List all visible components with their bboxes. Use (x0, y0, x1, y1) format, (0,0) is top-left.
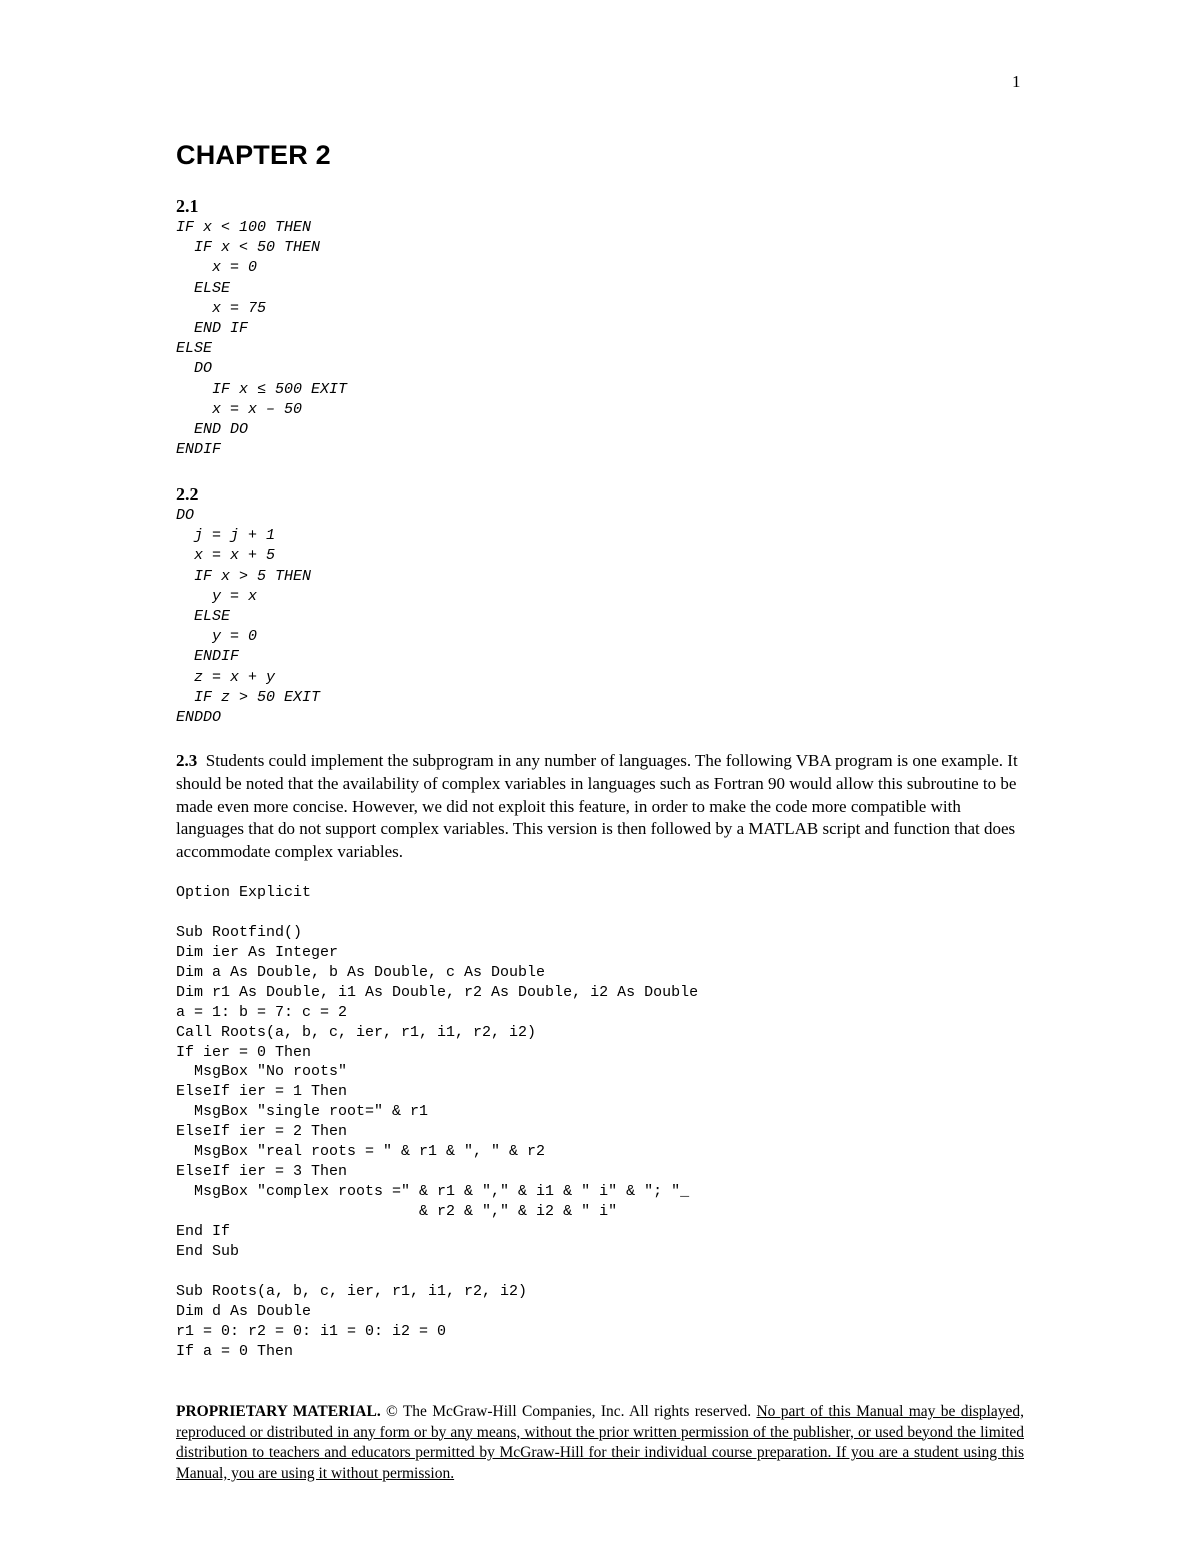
code-line: Option Explicit (176, 884, 312, 901)
code-line: ENDIF (176, 441, 222, 459)
code-line: MsgBox "single root=" & r1 (176, 1103, 429, 1121)
code-line: z = x + y (176, 668, 276, 686)
code-line: ELSE (176, 607, 231, 625)
code-line: ElseIf ier = 1 Then (176, 1083, 348, 1101)
code-line: DO (176, 360, 213, 378)
code-line: a = 1: b = 7: c = 2 (176, 1003, 348, 1021)
code-line: Sub Rootfind() (176, 923, 303, 941)
code-line: x = 0 (176, 259, 258, 277)
copyright-text: © The McGraw-Hill Companies, Inc. All rights reserved. (380, 1403, 757, 1420)
code-line (176, 1262, 698, 1282)
section-2-3-paragraph (176, 750, 1026, 864)
usage-restriction-text: No part of this Manual may be displayed, reproduced or distributed in any form or by any means, without the prior written permission of the publisher, or used beyond the limited distribution to teachers and educators permitted by McGraw-Hill for their individual course preparation. If you are a student using this Manual, you are using it without permission. (176, 1403, 1024, 1482)
code-line: j = j + 1 (176, 527, 276, 545)
code-line: Dim a As Double, b As Double, c As Double (176, 963, 546, 981)
proprietary-notice (176, 1402, 1024, 1484)
section-heading-2-1: 2.1 (176, 196, 199, 216)
code-line: If a = 0 Then (176, 1342, 294, 1360)
code-block-2-1 (176, 218, 347, 460)
code-line: MsgBox "real roots = " & r1 & ", " & r2 (176, 1143, 546, 1161)
code-line: ENDIF (176, 648, 240, 666)
code-line: ElseIf ier = 3 Then (176, 1163, 348, 1181)
code-line: If ier = 0 Then (176, 1043, 312, 1061)
code-line: IF x ≤ 500 EXIT (176, 380, 348, 398)
code-line: End If (176, 1222, 231, 1240)
code-line: x = x + 5 (176, 547, 276, 565)
code-line: IF x < 50 THEN (176, 239, 321, 257)
code-line: ELSE (176, 279, 231, 297)
code-line: IF z > 50 EXIT (176, 688, 321, 706)
code-line: Call Roots(a, b, c, ier, r1, i1, r2, i2) (176, 1023, 537, 1041)
code-line: End Sub (176, 1242, 240, 1260)
code-line: IF x < 100 THEN (176, 219, 312, 236)
code-line: END DO (176, 420, 249, 438)
proprietary-label: PROPRIETARY MATERIAL. (176, 1403, 381, 1420)
section-heading-2-2: 2.2 (176, 484, 199, 504)
code-line (176, 903, 698, 923)
code-line: MsgBox "No roots" (176, 1063, 348, 1081)
code-line: Dim r1 As Double, i1 As Double, r2 As Double, i2 As Double (176, 983, 699, 1001)
code-line: Sub Roots(a, b, c, ier, r1, i1, r2, i2) (176, 1282, 528, 1300)
code-line: Dim d As Double (176, 1302, 312, 1320)
code-line: y = 0 (176, 628, 258, 646)
code-line: MsgBox "complex roots =" & r1 & "," & i1 & " i" & "; "_ (176, 1183, 690, 1201)
page-number: 1 (1012, 72, 1021, 91)
code-line: ENDDO (176, 708, 222, 726)
code-line: END IF (176, 319, 249, 337)
code-line: Dim ier As Integer (176, 943, 339, 961)
code-line: IF x > 5 THEN (176, 567, 312, 585)
section-heading-2-3: 2.3 (176, 751, 198, 770)
code-block-2-2 (176, 506, 320, 728)
code-line: y = x (176, 587, 258, 605)
code-line: r1 = 0: r2 = 0: i1 = 0: i2 = 0 (176, 1322, 447, 1340)
code-line: ElseIf ier = 2 Then (176, 1123, 348, 1141)
code-line: x = x – 50 (176, 400, 303, 418)
code-line: x = 75 (176, 299, 267, 317)
code-line: DO (176, 507, 195, 524)
chapter-title: CHAPTER 2 (176, 140, 331, 170)
code-block-2-3-vba (176, 883, 698, 1362)
section-2-3-text: Students could implement the subprogram in any number of languages. The following VBA program is one example. It should be noted that the availability of complex variables in languages such as Fortran 90 would allow this subroutine to be made even more concise. However, we did not exploit this feature, in order to make the code more compatible with languages that do not support complex variables. This version is then followed by a MATLAB script and function that does accommodate complex variables. (176, 751, 1018, 862)
code-line: & r2 & "," & i2 & " i" (176, 1203, 618, 1220)
code-line: ELSE (176, 340, 213, 358)
